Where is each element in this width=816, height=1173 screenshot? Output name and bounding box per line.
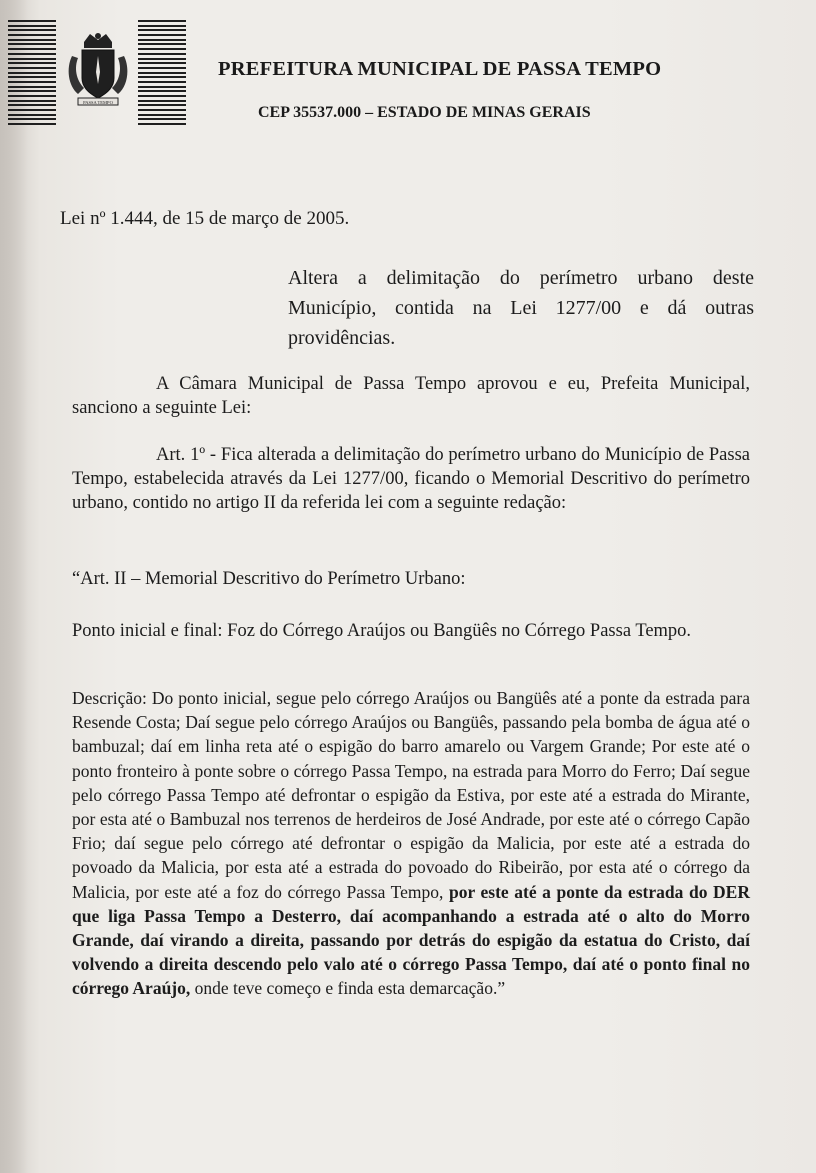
barcode-stripes-left — [8, 20, 56, 128]
article-2-heading: “Art. II – Memorial Descritivo do Perímetro Urbano: — [72, 569, 466, 589]
municipal-crest-icon — [64, 28, 132, 108]
article-1-paragraph: Art. 1º - Fica alterada a delimitação do perímetro urbano do Município de Passa Tempo, estabelecida através da Lei 1277/00, ficando o Memorial Descritivo do perímetro urbano, contido no artigo II da referida lei com a seguinte redação: — [72, 445, 750, 513]
description-paragraph — [72, 686, 750, 1001]
letterhead-title: PREFEITURA MUNICIPAL DE PASSA TEMPO — [218, 58, 662, 80]
crest-ribbon-text: PASSA TEMPO — [83, 100, 113, 105]
start-point-paragraph: Ponto inicial e final: Foz do Córrego Araújos ou Bangüês no Córrego Passa Tempo. — [72, 621, 692, 641]
description-regular-text: Descrição: Do ponto inicial, segue pelo córrego Araújos ou Bangüês até a ponte da estrada para Resende Costa; Daí segue pelo córrego Araújos ou Bangüês, passando pela bomba de água até o bambuzal; daí em linha reta até o espigão do barro amarelo ou Vargem Grande; Por este até o ponto fronteiro à ponte sobre o córrego Passa Tempo, na estrada para Morro do Ferro; Daí segue pelo córrego Passa Tempo até defrontar o espigão da Estiva, por este até a estrada do Mirante, por esta até o Bambuzal nos terrenos de herdeiros de José Andrade, por este até o córrego Capão Frio; daí segue pelo córrego até defrontar o espigão da Malicia, por este até a estrada do povoado da Malicia, por esta até a estrada do povoado do Ribeirão, por esta até o córrego da Malicia, por este até a foz do córrego Passa Tempo, — [72, 688, 750, 902]
intro-paragraph: A Câmara Municipal de Passa Tempo aprovou e eu, Prefeita Municipal, sanciono a seguinte Lei: — [72, 374, 750, 418]
law-number-line: Lei nº 1.444, de 15 de março de 2005. — [60, 208, 350, 229]
law-summary: Altera a delimitação do perímetro urbano deste Município, contida na Lei 1277/00 e dá outras providências. — [288, 267, 754, 349]
description-bold-text: por este até a ponte da estrada do DER que liga Passa Tempo a Desterro, daí acompanhando a estrada até o alto do Morro Grande, daí virando a direita, passando por detrás do espigão da estatua do Cristo, daí volvendo a direita descendo pelo valo até o córrego Passa Tempo, daí até o ponto final no córrego Araújo, — [72, 881, 750, 999]
letterhead-subtitle: CEP 35537.000 – ESTADO DE MINAS GERAIS — [258, 104, 591, 121]
barcode-stripes-right — [138, 20, 186, 128]
description-end-text: onde teve começo e finda esta demarcação.” — [190, 978, 506, 999]
